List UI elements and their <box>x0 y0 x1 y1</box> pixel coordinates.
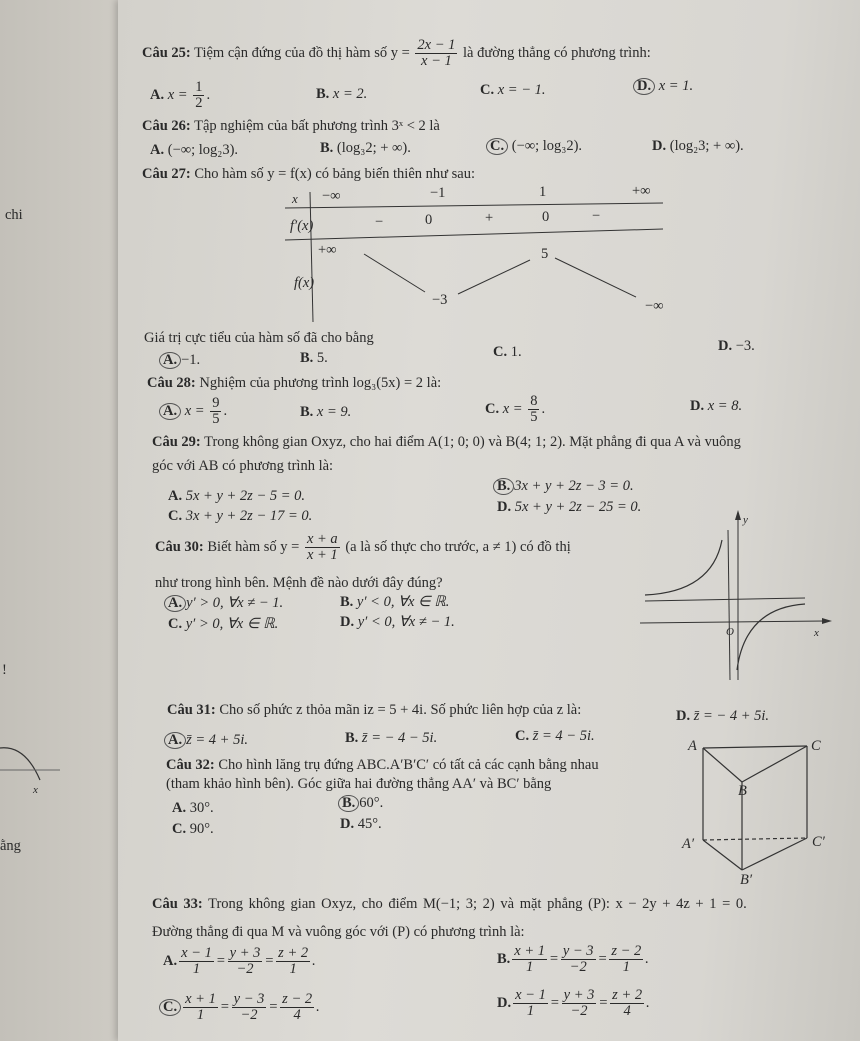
question-29-stem-line2: góc với AB có phương trình là: <box>152 458 334 474</box>
q25-option-c[interactable]: C. x = − 1. <box>480 82 546 98</box>
sign: 0 <box>425 212 433 228</box>
f-value: −∞ <box>645 298 664 314</box>
vertex-label: C′ <box>812 834 825 850</box>
q28-option-b[interactable]: B. x = 9. <box>300 404 352 420</box>
question-33-stem-line2: Đường thẳng đi qua M và vuông góc với (P) có phương trình là: <box>152 924 525 940</box>
q29-option-c[interactable]: C. 3x + y + 2z − 17 = 0. <box>168 508 313 524</box>
q27-option-b[interactable]: B. 5. <box>300 350 328 366</box>
x-value: +∞ <box>632 183 651 199</box>
vertex-label: B′ <box>740 872 753 888</box>
q27-option-a[interactable]: A. −1. <box>163 352 200 369</box>
q28-option-d[interactable]: D. x = 8. <box>690 398 743 414</box>
q25-option-b[interactable]: B. x = 2. <box>316 86 368 102</box>
q33-option-a[interactable]: A. $\frac{x - 1}{1}$ = $\frac{y + 3}{-2}$ = $\frac{z + 2}{1}$ . <box>163 945 316 978</box>
f-value: −3 <box>432 292 448 308</box>
q30-option-d[interactable]: D. y′ < 0, ∀x ≠ − 1. <box>340 614 455 630</box>
q32-option-d[interactable]: D. 45°. <box>340 816 382 832</box>
vertex-label: A <box>688 738 697 754</box>
question-31-stem: Câu 31: Cho số phức z thỏa mãn iz = 5 + 4i. Số phức liên hợp của z là: <box>167 702 582 718</box>
sign: 0 <box>542 209 550 225</box>
f-value: +∞ <box>318 242 337 258</box>
x-row-label: x <box>292 191 298 206</box>
q32-option-c[interactable]: C. 90°. <box>172 821 214 837</box>
q31-option-c[interactable]: C. z̄ = 4 − 5i. <box>515 728 595 744</box>
q28-option-c[interactable]: C. x = $\frac{8}{5}$ . <box>485 393 546 426</box>
q33-option-b[interactable]: B. $\frac{x + 1}{1}$ = $\frac{y - 3}{-2}$ = $\frac{z - 2}{1}$ . <box>497 943 649 976</box>
sign: + <box>485 210 494 226</box>
sign: − <box>375 214 384 230</box>
fragment-text: x <box>33 784 38 796</box>
f-value: 5 <box>541 246 549 262</box>
fragment-text: ằng <box>0 838 21 854</box>
question-32-stem-line2: (tham khảo hình bên). Góc giữa hai đường thẳng AA′ và BC′ bằng <box>166 776 552 792</box>
q28-option-a[interactable]: A. x = $\frac{9}{5}$ . <box>163 396 227 427</box>
f-row-label: f(x) <box>294 275 315 291</box>
q25-option-d[interactable]: D. x = 1. <box>637 78 693 95</box>
question-33-stem: Câu 33: Trong không gian Oxyz, cho điểm M(−1; 3; 2) và mặt phẳng (P): x − 2y + 4z + 1 = 0. <box>152 896 747 912</box>
q30-option-b[interactable]: B. y′ < 0, ∀x ∈ ℝ. <box>340 594 450 610</box>
q32-option-a[interactable]: A. 30°. <box>172 800 214 816</box>
question-25-stem: Câu 25: Tiệm cận đứng của đồ thị hàm số y = $\frac{2x - 1}{x - 1}$ là đường thẳng có phương trình: <box>142 37 651 70</box>
question-27-stem: Câu 27: Cho hàm số y = f(x) có bảng biến thiên như sau: <box>142 166 475 182</box>
q26-option-b[interactable]: B. (log₃2; + ∞). <box>320 140 411 156</box>
question-28-stem: Câu 28: Nghiệm của phương trình log₃(5x) = 2 là: <box>147 375 442 391</box>
question-30-stem: Câu 30: Biết hàm số y = $\frac{x + a}{x + 1}$ (a là số thực cho trước, a ≠ 1) có đồ thị <box>155 531 571 564</box>
x-value: 1 <box>539 184 547 200</box>
q26-option-c[interactable]: C. (−∞; log₃2). <box>490 138 582 155</box>
sign: − <box>592 208 601 224</box>
question-30-stem-line2: như trong hình bên. Mệnh đề nào dưới đây đúng? <box>155 575 443 591</box>
vertex-label: B <box>738 783 747 799</box>
q31-option-d[interactable]: D. z̄ = − 4 + 5i. <box>676 708 770 724</box>
q33-option-c[interactable]: C. $\frac{x + 1}{1}$ = $\frac{y - 3}{-2}$ = $\frac{z - 2}{4}$ . <box>163 992 320 1023</box>
q32-option-b[interactable]: B. 60°. <box>342 795 383 812</box>
q29-option-d[interactable]: D. 5x + y + 2z − 25 = 0. <box>497 499 642 515</box>
fragment-text: ! <box>2 662 7 678</box>
fprime-row-label: f′(x) <box>290 218 314 234</box>
question-26-stem: Câu 26: Tập nghiệm của bất phương trình 3ˣ < 2 là <box>142 118 440 134</box>
x-value: −∞ <box>322 188 341 204</box>
x-value: −1 <box>430 185 446 201</box>
q25-option-a[interactable]: A. x = $\frac{1}{2}$ . <box>150 79 211 112</box>
q30-option-c[interactable]: C. y′ > 0, ∀x ∈ ℝ. <box>168 616 279 632</box>
q29-option-b[interactable]: B. 3x + y + 2z − 3 = 0. <box>497 478 634 495</box>
q26-option-a[interactable]: A. (−∞; log₂3). <box>150 142 239 158</box>
question-32-stem: Câu 32: Cho hình lăng trụ đứng ABC.A′B′C′ có tất cả các cạnh bằng nhau <box>166 757 599 773</box>
q33-option-d[interactable]: D. $\frac{x - 1}{1}$ = $\frac{y + 3}{-2}$ = $\frac{z + 2}{4}$ . <box>497 987 650 1020</box>
origin-label: O <box>726 626 734 638</box>
fragment-text: chi <box>5 207 23 223</box>
question-29-stem: Câu 29: Trong không gian Oxyz, cho hai điểm A(1; 0; 0) và B(4; 1; 2). Mặt phẳng đi qua A và vuông <box>152 434 741 450</box>
y-axis-label: y <box>743 514 748 526</box>
x-axis-label: x <box>814 627 819 639</box>
q30-option-a[interactable]: A. y′ > 0, ∀x ≠ − 1. <box>168 595 283 612</box>
vertex-label: C <box>811 738 821 754</box>
q26-option-d[interactable]: D. (log₂3; + ∞). <box>652 138 744 154</box>
vertex-label: A′ <box>682 836 695 852</box>
q31-option-b[interactable]: B. z̄ = − 4 − 5i. <box>345 730 438 746</box>
q27-option-d[interactable]: D. −3. <box>718 338 755 354</box>
q29-option-a[interactable]: A. 5x + y + 2z − 5 = 0. <box>168 488 306 504</box>
q31-option-a[interactable]: A. z̄ = 4 + 5i. <box>168 732 248 749</box>
q27-option-c[interactable]: C. 1. <box>493 344 522 360</box>
question-27-prompt: Giá trị cực tiểu của hàm số đã cho bằng <box>144 330 374 346</box>
